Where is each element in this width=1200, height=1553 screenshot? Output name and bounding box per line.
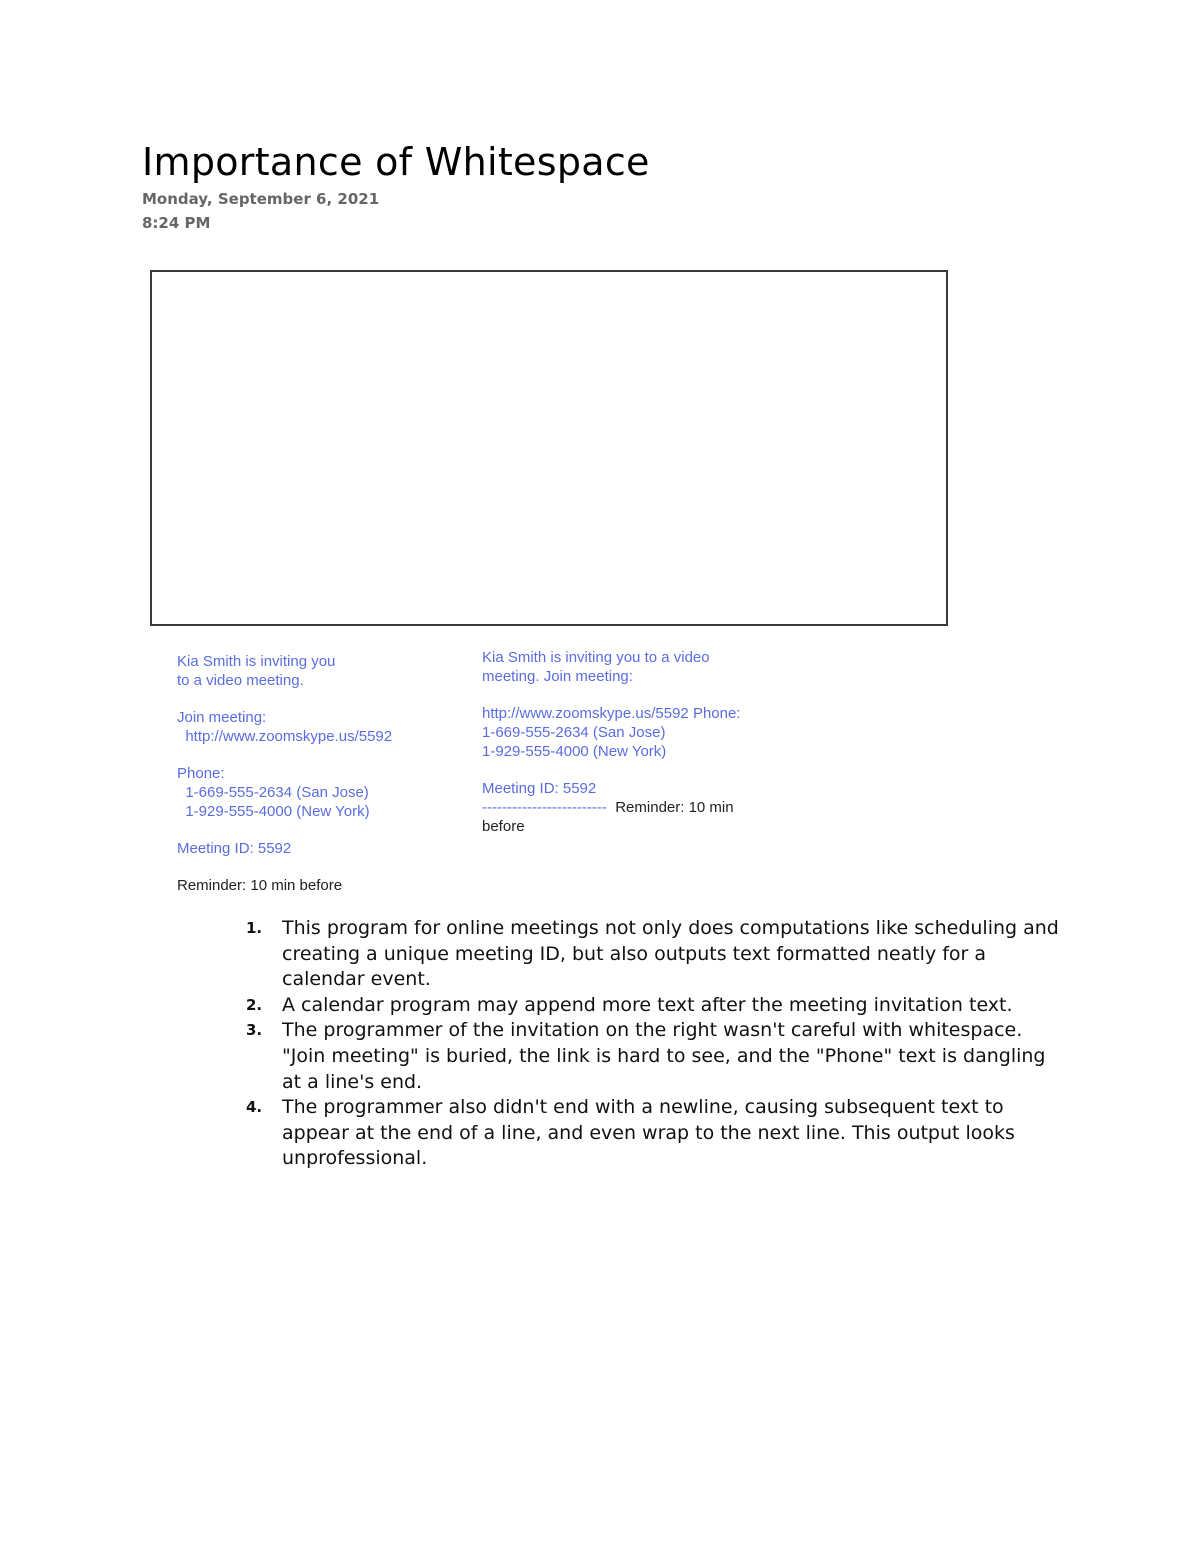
invite-right-line2: meeting. Join meeting: xyxy=(482,668,633,685)
list-item-text: The programmer also didn't end with a newline, causing subsequent text to appear at the end of a line, and even wrap to the next line. This output looks unprofessional. xyxy=(282,1096,1015,1170)
invite-left-line2: to a video meeting. xyxy=(177,672,304,689)
list-item xyxy=(240,1018,1070,1095)
page-time: 8:24 PM xyxy=(142,214,211,232)
list-item-text: The programmer of the invitation on the right wasn't careful with whitespace. "Join meeting" is buried, the link is hard to see, and the "Phone" text is dangling at a line's end. xyxy=(282,1019,1046,1093)
invitation-well-formatted xyxy=(177,652,437,895)
invite-right-line1: Kia Smith is inviting you to a video xyxy=(482,649,710,666)
list-item xyxy=(240,993,1070,1019)
invite-left-line1: Kia Smith is inviting you xyxy=(177,653,336,670)
invite-right-reminder-line xyxy=(482,798,782,817)
invite-right-dashes: ------------------------- xyxy=(482,799,607,816)
list-item-text: A calendar program may append more text after the meeting invitation text. xyxy=(282,993,1013,1016)
invite-left-phone-label: Phone: xyxy=(177,765,225,782)
invite-right-reminder-start: Reminder: 10 min xyxy=(606,799,734,816)
page-date: Monday, September 6, 2021 xyxy=(142,190,380,208)
invite-right-reminder-end: before xyxy=(482,818,525,835)
invite-right-phone1: 1-669-555-2634 (San Jose) xyxy=(482,724,666,741)
invite-left-phone2: 1-929-555-4000 (New York) xyxy=(177,803,370,820)
invite-right-phone2: 1-929-555-4000 (New York) xyxy=(482,743,667,760)
list-item-number: 4. xyxy=(246,1098,263,1117)
blank-image-frame xyxy=(150,270,948,626)
list-item-text: This program for online meetings not only does computations like scheduling and creating a unique meeting ID, but also outputs text formatted neatly for a calendar event. xyxy=(282,917,1059,991)
invite-left-join-label: Join meeting: xyxy=(177,709,267,726)
page-title: Importance of Whitespace xyxy=(142,140,650,184)
invite-left-reminder: Reminder: 10 min before xyxy=(177,877,343,894)
invite-right-link-phone[interactable]: http://www.zoomskype.us/5592 Phone: xyxy=(482,705,741,722)
invite-right-meeting-id: Meeting ID: 5592 xyxy=(482,780,597,797)
list-item xyxy=(240,1095,1070,1172)
invite-left-meeting-id: Meeting ID: 5592 xyxy=(177,840,292,857)
list-item-number: 2. xyxy=(246,995,263,1014)
invitation-poorly-formatted xyxy=(482,648,782,836)
invite-left-join-link[interactable]: http://www.zoomskype.us/5592 xyxy=(177,728,393,745)
list-item xyxy=(240,916,1070,993)
list-item-number: 3. xyxy=(246,1021,263,1040)
notes-list xyxy=(240,916,1070,1172)
list-item-number: 1. xyxy=(246,919,263,937)
invite-left-phone1: 1-669-555-2634 (San Jose) xyxy=(177,784,369,801)
